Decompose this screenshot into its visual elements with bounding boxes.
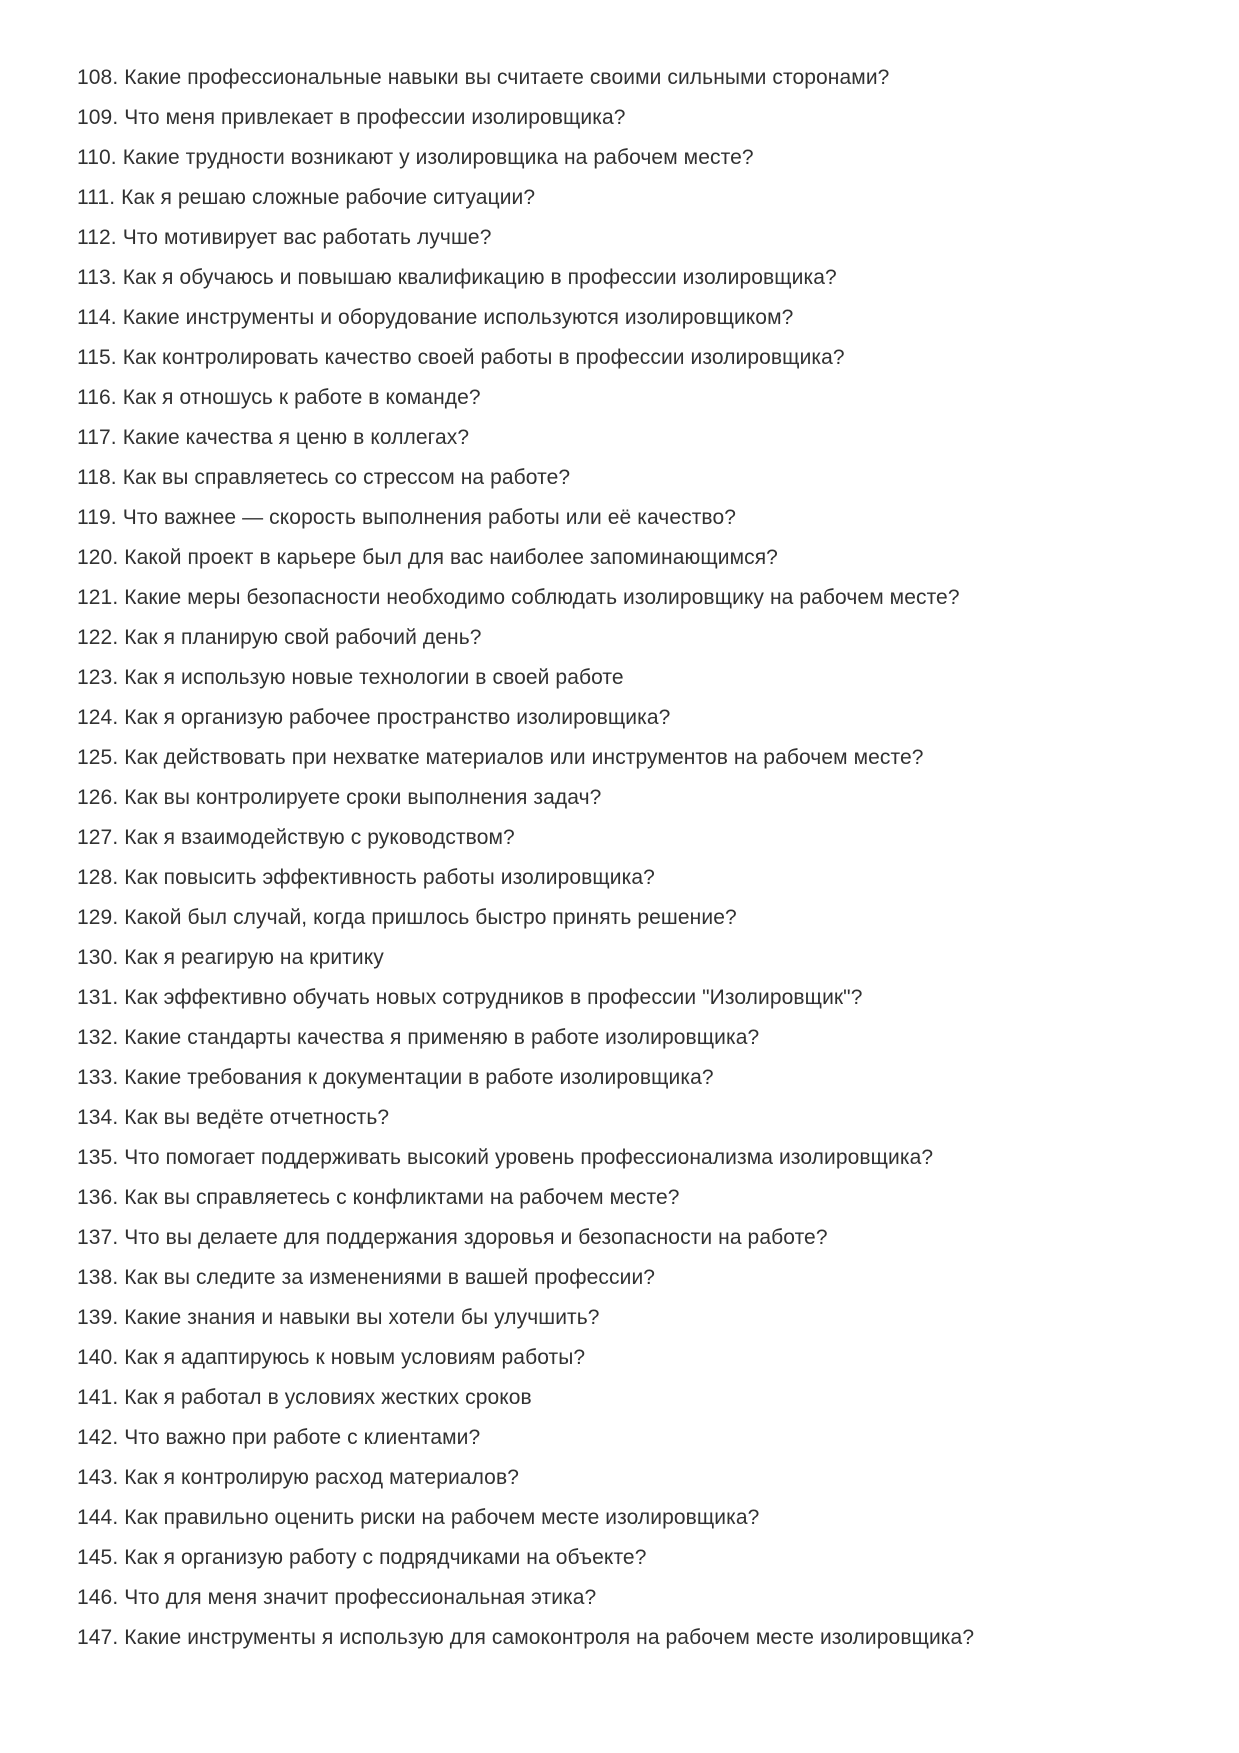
question-item — [77, 1458, 1199, 1498]
question-item — [77, 858, 1199, 898]
question-number: 109. — [77, 106, 119, 129]
question-text: Как я решаю сложные рабочие ситуации? — [121, 186, 536, 209]
question-number: 143. — [77, 1466, 119, 1489]
question-text: Как я отношусь к работе в команде? — [122, 386, 481, 409]
question-number: 145. — [77, 1546, 119, 1569]
question-number: 133. — [77, 1066, 119, 1089]
question-text: Как вы справляетесь со стрессом на работе? — [122, 466, 571, 489]
question-text: Как вы контролируете сроки выполнения задач? — [124, 786, 602, 809]
question-item — [77, 1178, 1199, 1218]
question-text: Что мотивирует вас работать лучше? — [122, 226, 492, 249]
question-item — [77, 1338, 1199, 1378]
question-number: 120. — [77, 546, 119, 569]
question-text: Как повысить эффективность работы изолировщика? — [124, 866, 655, 889]
question-item — [77, 378, 1199, 418]
question-number: 132. — [77, 1026, 119, 1049]
question-item — [77, 1098, 1199, 1138]
question-item — [77, 938, 1199, 978]
question-item — [77, 778, 1199, 818]
question-item — [77, 898, 1199, 938]
question-item — [77, 218, 1199, 258]
question-number: 129. — [77, 906, 119, 929]
question-text: Какие стандарты качества я применяю в работе изолировщика? — [124, 1026, 760, 1049]
question-item — [77, 1138, 1199, 1178]
question-item — [77, 578, 1199, 618]
question-text: Какой был случай, когда пришлось быстро принять решение? — [124, 906, 737, 929]
question-number: 134. — [77, 1106, 119, 1129]
question-number: 125. — [77, 746, 119, 769]
question-item — [77, 58, 1199, 98]
question-text: Какие знания и навыки вы хотели бы улучшить? — [124, 1306, 600, 1329]
question-text: Какие инструменты я использую для самоконтроля на рабочем месте изолировщика? — [124, 1626, 975, 1649]
question-number: 147. — [77, 1626, 119, 1649]
question-text: Как я реагирую на критику — [124, 946, 384, 969]
question-number: 111. — [77, 186, 116, 209]
question-item — [77, 978, 1199, 1018]
question-text: Как правильно оценить риски на рабочем месте изолировщика? — [124, 1506, 760, 1529]
question-number: 122. — [77, 626, 119, 649]
question-number: 110. — [77, 146, 117, 169]
question-item — [77, 1058, 1199, 1098]
question-item — [77, 1258, 1199, 1298]
question-number: 138. — [77, 1266, 119, 1289]
question-item — [77, 178, 1199, 218]
question-item — [77, 618, 1199, 658]
question-number: 124. — [77, 706, 119, 729]
question-number: 117. — [77, 426, 117, 449]
question-text: Как я использую новые технологии в своей работе — [124, 666, 624, 689]
question-text: Как контролировать качество своей работы в профессии изолировщика? — [122, 346, 845, 369]
question-text: Как я планирую свой рабочий день? — [124, 626, 482, 649]
question-text: Какие качества я ценю в коллегах? — [122, 426, 470, 449]
question-item — [77, 258, 1199, 298]
question-number: 123. — [77, 666, 119, 689]
question-number: 114. — [77, 306, 117, 329]
question-text: Как вы ведёте отчетность? — [124, 1106, 390, 1129]
question-text: Что важнее — скорость выполнения работы или её качество? — [122, 506, 737, 529]
question-number: 116. — [77, 386, 117, 409]
question-number: 137. — [77, 1226, 119, 1249]
question-text: Как я организую рабочее пространство изолировщика? — [124, 706, 671, 729]
question-text: Какие профессиональные навыки вы считаете своими сильными сторонами? — [124, 66, 890, 89]
question-number: 146. — [77, 1586, 119, 1609]
question-number: 128. — [77, 866, 119, 889]
question-number: 144. — [77, 1506, 119, 1529]
question-text: Как действовать при нехватке материалов или инструментов на рабочем месте? — [124, 746, 924, 769]
question-text: Как я взаимодействую с руководством? — [124, 826, 515, 849]
question-item — [77, 1218, 1199, 1258]
question-number: 121. — [77, 586, 119, 609]
question-number: 119. — [77, 506, 117, 529]
questions-list — [77, 58, 1199, 1658]
question-item — [77, 658, 1199, 698]
question-text: Что для меня значит профессиональная этика? — [124, 1586, 597, 1609]
question-number: 126. — [77, 786, 119, 809]
question-number: 112. — [77, 226, 117, 249]
question-item — [77, 138, 1199, 178]
question-number: 141. — [77, 1386, 119, 1409]
question-item — [77, 1298, 1199, 1338]
question-item — [77, 1538, 1199, 1578]
question-item — [77, 1618, 1199, 1658]
question-number: 130. — [77, 946, 119, 969]
question-text: Как вы следите за изменениями в вашей профессии? — [124, 1266, 656, 1289]
question-text: Что вы делаете для поддержания здоровья и безопасности на работе? — [124, 1226, 828, 1249]
question-item — [77, 538, 1199, 578]
question-item — [77, 1418, 1199, 1458]
question-item — [77, 738, 1199, 778]
question-text: Что важно при работе с клиентами? — [124, 1426, 481, 1449]
question-text: Какие меры безопасности необходимо соблюдать изолировщику на рабочем месте? — [124, 586, 960, 609]
question-text: Как я адаптируюсь к новым условиям работы? — [124, 1346, 586, 1369]
question-number: 108. — [77, 66, 119, 89]
question-item — [77, 1578, 1199, 1618]
question-item — [77, 418, 1199, 458]
question-number: 115. — [77, 346, 117, 369]
question-number: 127. — [77, 826, 119, 849]
question-number: 140. — [77, 1346, 119, 1369]
question-item — [77, 338, 1199, 378]
question-item — [77, 98, 1199, 138]
question-number: 131. — [77, 986, 119, 1009]
question-number: 136. — [77, 1186, 119, 1209]
question-item — [77, 498, 1199, 538]
question-text: Что меня привлекает в профессии изолировщика? — [124, 106, 626, 129]
question-text: Как я обучаюсь и повышаю квалификацию в профессии изолировщика? — [122, 266, 837, 289]
question-text: Что помогает поддерживать высокий уровень профессионализма изолировщика? — [124, 1146, 934, 1169]
question-text: Какой проект в карьере был для вас наиболее запоминающимся? — [124, 546, 778, 569]
question-item — [77, 1498, 1199, 1538]
question-number: 135. — [77, 1146, 119, 1169]
question-item — [77, 818, 1199, 858]
question-number: 118. — [77, 466, 117, 489]
question-text: Как вы справляетесь с конфликтами на рабочем месте? — [124, 1186, 680, 1209]
question-text: Как эффективно обучать новых сотрудников в профессии "Изолировщик"? — [124, 986, 863, 1009]
question-item — [77, 298, 1199, 338]
question-item — [77, 1378, 1199, 1418]
question-number: 142. — [77, 1426, 119, 1449]
question-text: Как я работал в условиях жестких сроков — [124, 1386, 532, 1409]
question-text: Как я контролирую расход материалов? — [124, 1466, 519, 1489]
question-text: Какие трудности возникают у изолировщика на рабочем месте? — [122, 146, 754, 169]
question-item — [77, 1018, 1199, 1058]
question-text: Как я организую работу с подрядчиками на объекте? — [124, 1546, 647, 1569]
question-text: Какие требования к документации в работе изолировщика? — [124, 1066, 714, 1089]
question-number: 113. — [77, 266, 117, 289]
question-item — [77, 698, 1199, 738]
question-text: Какие инструменты и оборудование используются изолировщиком? — [122, 306, 794, 329]
question-number: 139. — [77, 1306, 119, 1329]
question-item — [77, 458, 1199, 498]
